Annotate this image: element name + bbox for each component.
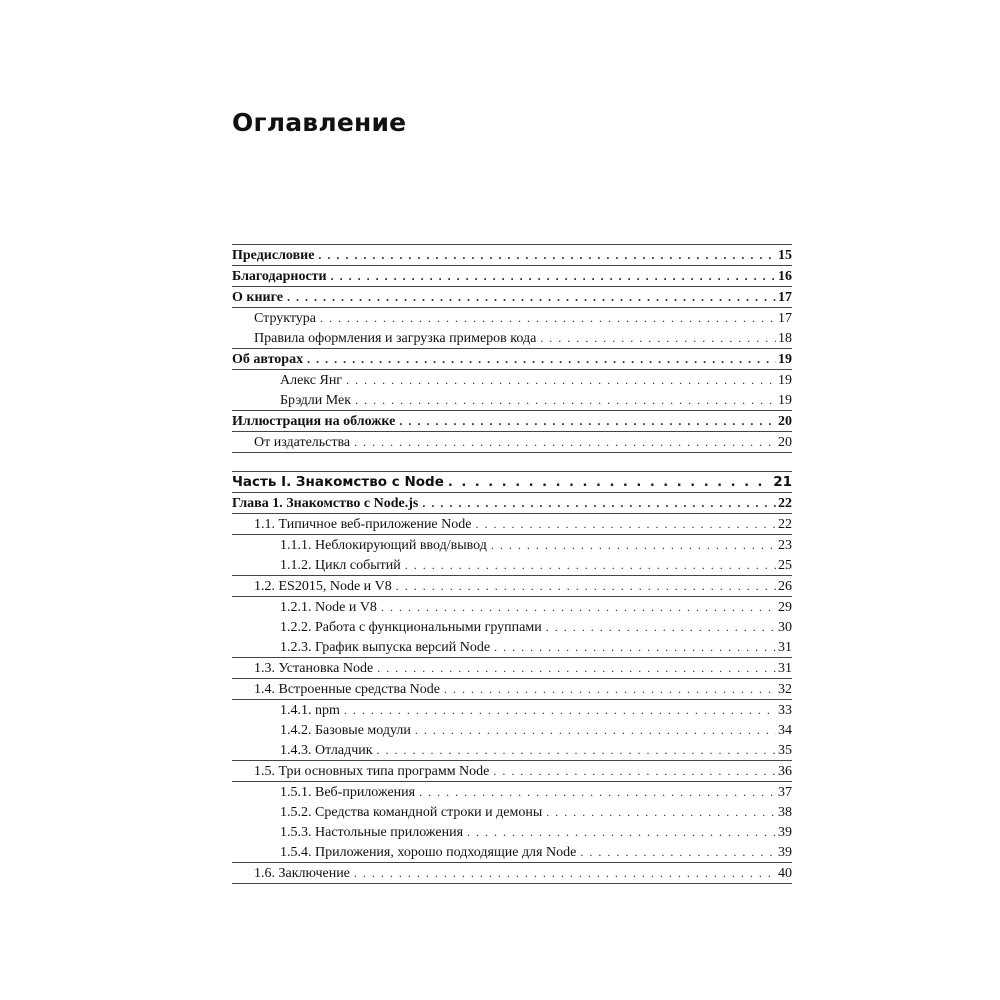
toc-entry[interactable] [232, 266, 792, 287]
toc-entry-title: 1.3. Установка Node [254, 661, 374, 676]
toc-entry[interactable] [232, 349, 792, 370]
toc-entry-page: 30 [778, 620, 792, 635]
toc-entry[interactable] [232, 308, 792, 328]
chapter-entries [232, 514, 792, 884]
toc-entry[interactable] [232, 617, 792, 637]
toc-entry-title: 1.5.4. Приложения, хорошо подходящие для Node [280, 845, 577, 860]
toc-entry-title: О книге [232, 290, 283, 305]
toc-entry[interactable] [232, 658, 792, 679]
toc-entry-title: От издательства [254, 435, 351, 450]
toc-entry-title: 1.6. Заключение [254, 866, 350, 881]
leader-dots [546, 802, 776, 822]
toc-entry[interactable] [232, 761, 792, 782]
leader-dots [491, 535, 776, 555]
toc-entry[interactable] [232, 782, 792, 802]
leader-dots [422, 493, 776, 513]
toc-entry[interactable] [232, 432, 792, 453]
leader-dots [381, 597, 776, 617]
toc-entry-chapter[interactable] [232, 493, 792, 514]
toc-entry[interactable] [232, 287, 792, 308]
toc-entry-title: 1.5.3. Настольные приложения [280, 825, 464, 840]
leader-dots [419, 782, 776, 802]
leader-dots [494, 637, 776, 657]
toc-entry-title: 1.5.2. Средства командной строки и демоны [280, 805, 543, 820]
leader-dots [354, 432, 776, 452]
toc-entry-page: 17 [778, 311, 792, 326]
toc-entry-page: 19 [778, 352, 792, 367]
toc-entry-page: 17 [778, 290, 792, 305]
leader-dots [396, 576, 776, 596]
leader-dots [377, 740, 776, 760]
toc-entry-page: 37 [778, 785, 792, 800]
toc-entry-page: 25 [778, 558, 792, 573]
toc-entry-page: 29 [778, 600, 792, 615]
leader-dots [448, 473, 771, 493]
toc-entry-page: 35 [778, 743, 792, 758]
toc-entry[interactable] [232, 842, 792, 863]
toc-entry[interactable] [232, 863, 792, 884]
toc-entry-page: 38 [778, 805, 792, 820]
leader-dots [415, 720, 776, 740]
toc-entry-page: 40 [778, 866, 792, 881]
toc-entry-title: Алекс Янг [280, 373, 343, 388]
toc-entry[interactable] [232, 679, 792, 700]
leader-dots [344, 700, 776, 720]
toc-entry-page: 21 [773, 474, 792, 490]
front-matter-list [232, 244, 792, 453]
leader-dots [444, 679, 776, 699]
toc-entry-page: 22 [778, 517, 792, 532]
leader-dots [399, 411, 776, 431]
toc-entry[interactable] [232, 328, 792, 349]
toc-entry-page: 33 [778, 703, 792, 718]
toc-entry-page: 34 [778, 723, 792, 738]
toc-entry-title: Иллюстрация на обложке [232, 414, 396, 429]
part-one-list [232, 471, 792, 884]
leader-dots [307, 349, 776, 369]
toc-entry[interactable] [232, 700, 792, 720]
leader-dots [493, 761, 776, 781]
toc-entry-title: 1.2.2. Работа с функциональными группами [280, 620, 542, 635]
leader-dots [475, 514, 776, 534]
toc-entry-title: Правила оформления и загрузка примеров кода [254, 331, 537, 346]
toc-entry-page: 20 [778, 414, 792, 429]
leader-dots [354, 863, 776, 883]
leader-dots [346, 370, 776, 390]
toc-entry-title: 1.2.1. Node и V8 [280, 600, 377, 615]
toc-entry[interactable] [232, 637, 792, 658]
toc-entry-page: 19 [778, 373, 792, 388]
toc-entry-title: Об авторах [232, 352, 304, 367]
toc-entry-title: 1.1. Типичное веб-приложение Node [254, 517, 472, 532]
toc-entry-title: 1.5.1. Веб-приложения [280, 785, 416, 800]
leader-dots [405, 555, 776, 575]
toc-entry-page: 20 [778, 435, 792, 450]
leader-dots [331, 266, 776, 286]
toc-entry-page: 39 [778, 825, 792, 840]
toc-entry-page: 31 [778, 640, 792, 655]
toc-entry-page: 19 [778, 393, 792, 408]
toc-entry-title: 1.4.3. Отладчик [280, 743, 373, 758]
leader-dots [540, 328, 776, 348]
leader-dots [355, 390, 776, 410]
page-title: Оглавление [232, 108, 407, 137]
toc-entry-title: 1.5. Три основных типа программ Node [254, 764, 490, 779]
toc-entry[interactable] [232, 245, 792, 266]
leader-dots [546, 617, 776, 637]
toc-entry[interactable] [232, 720, 792, 740]
toc-entry-title: 1.1.2. Цикл событий [280, 558, 401, 573]
toc-entry-title: 1.4. Встроенные средства Node [254, 682, 440, 697]
leader-dots [580, 842, 776, 862]
toc-entry-title: Часть I. Знакомство с Node [232, 474, 444, 490]
toc-entry[interactable] [232, 370, 792, 390]
toc-entry[interactable] [232, 514, 792, 535]
toc-entry-title: Глава 1. Знакомство с Node.js [232, 496, 419, 511]
group-gap [232, 453, 792, 471]
toc-entry[interactable] [232, 822, 792, 842]
toc-entry[interactable] [232, 576, 792, 597]
toc-entry[interactable] [232, 597, 792, 617]
toc-entry-title: Брэдли Мек [280, 393, 352, 408]
toc-entry-page: 36 [778, 764, 792, 779]
toc-entry[interactable] [232, 740, 792, 761]
toc-entry-page: 16 [778, 269, 792, 284]
toc-entry-page: 39 [778, 845, 792, 860]
toc-entry[interactable] [232, 802, 792, 822]
toc-entry-page: 31 [778, 661, 792, 676]
toc-entry-title: 1.4.2. Базовые модули [280, 723, 411, 738]
leader-dots [318, 245, 776, 265]
toc-entry-title: 1.2. ES2015, Node и V8 [254, 579, 392, 594]
toc-entry-part[interactable] [232, 472, 792, 493]
toc-entry-title: Структура [254, 311, 317, 326]
toc-entry-page: 26 [778, 579, 792, 594]
toc-entry-title: 1.2.3. График выпуска версий Node [280, 640, 491, 655]
leader-dots [287, 287, 776, 307]
toc-entry-title: Предисловие [232, 248, 315, 263]
toc-entry[interactable] [232, 411, 792, 432]
leader-dots [467, 822, 776, 842]
toc-entry-title: Благодарности [232, 269, 327, 284]
toc-entry-page: 32 [778, 682, 792, 697]
toc-entry-page: 18 [778, 331, 792, 346]
toc-entry-page: 15 [778, 248, 792, 263]
toc-entry[interactable] [232, 535, 792, 555]
table-of-contents [232, 244, 792, 884]
leader-dots [320, 308, 776, 328]
toc-entry-title: 1.1.1. Неблокирующий ввод/вывод [280, 538, 487, 553]
toc-entry[interactable] [232, 390, 792, 411]
toc-entry-page: 23 [778, 538, 792, 553]
toc-entry-title: 1.4.1. npm [280, 703, 340, 718]
leader-dots [377, 658, 776, 678]
toc-entry-page: 22 [778, 496, 792, 511]
toc-entry[interactable] [232, 555, 792, 576]
